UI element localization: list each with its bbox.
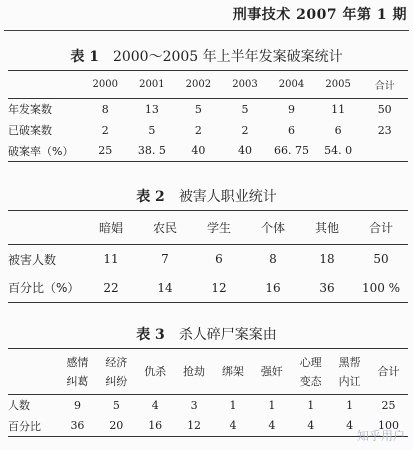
table1-cell: 25	[98, 144, 113, 158]
table2-column-header	[84, 211, 138, 245]
table3-cell: 25	[381, 398, 396, 412]
table2-column-header	[246, 211, 300, 245]
table1-column-header	[175, 71, 222, 99]
table1-column-header	[315, 71, 362, 99]
table3-column-header-text: 强奸	[260, 365, 283, 378]
table3-column-header-text: 仇杀	[144, 365, 167, 378]
table3-column-header	[136, 349, 175, 395]
table2-cell: 100 %	[361, 280, 401, 295]
table3-cell: 1	[268, 398, 276, 412]
table3-row	[8, 395, 408, 416]
table3-column-header	[175, 349, 214, 395]
table1-cell: 38. 5	[137, 144, 166, 158]
table3-column-header	[330, 349, 369, 395]
table3-column-header-text: 心理	[299, 355, 322, 369]
table2-cell: 11	[103, 252, 119, 267]
table3-cell: 4	[346, 419, 354, 433]
table2-cell: 50	[373, 252, 389, 267]
table3-cell: 16	[148, 419, 163, 433]
table1-column-header-text: 合计	[374, 81, 395, 92]
table1-title: 2000～2005 年上半年发案破案统计	[112, 49, 343, 65]
table3-label: 表 3	[136, 327, 165, 343]
table2-header-row	[8, 211, 408, 245]
table3-cell: 5	[112, 398, 120, 412]
table1-cell: 6	[288, 123, 296, 137]
table1-header-row	[8, 71, 408, 99]
running-head: 刑事技术 2007 年第 1 期	[232, 7, 407, 23]
table3-column-header-text: 感情	[66, 355, 89, 369]
table3-cell: 20	[109, 419, 124, 433]
table3-column-header	[369, 349, 408, 395]
table2-caption	[0, 186, 413, 206]
table1-row	[8, 99, 408, 120]
table2-column-header	[300, 211, 354, 245]
table2-cell: 22	[103, 280, 119, 295]
table1-column-header	[222, 71, 269, 99]
table2-column-header-text: 暗娼	[98, 221, 123, 235]
table3-header-row	[8, 349, 408, 395]
table1-cell: 5	[148, 123, 156, 137]
table3-row-label: 人数	[8, 399, 30, 413]
table3-cell: 3	[190, 398, 198, 412]
table3-cell: 1	[346, 398, 354, 412]
table2-cell: 6	[215, 252, 223, 267]
table1-cell: 40	[191, 144, 206, 158]
table2-column-header	[138, 211, 192, 245]
table1-cell: 66. 75	[274, 144, 310, 158]
table1-cell: 5	[241, 102, 249, 116]
table3-caption	[0, 324, 413, 344]
table1-cell: 54. 0	[324, 144, 353, 158]
table2-column-header	[192, 211, 246, 245]
table1-cell	[361, 141, 408, 162]
table3-cell: 4	[229, 419, 237, 433]
table1-row-label: 破案率（%）	[8, 144, 74, 158]
table3-title: 杀人碎尸案案由	[178, 327, 277, 343]
table2-cell: 16	[265, 280, 281, 295]
table3-column-header	[252, 349, 291, 395]
table3-column-header	[97, 349, 136, 395]
table3-column-header	[214, 349, 253, 395]
table1-column-header-text: 2001	[139, 79, 165, 90]
table2-cell: 8	[269, 252, 277, 267]
table3-cell: 36	[70, 419, 85, 433]
table1-cell: 2	[194, 123, 202, 137]
table3-cell: 1	[307, 398, 315, 412]
table2-cell: 12	[211, 280, 227, 295]
table3-column-header-text: 纠纷	[105, 374, 128, 388]
table1-cell: 6	[334, 123, 342, 137]
table3-cell: 9	[73, 398, 81, 412]
table1-cell: 50	[377, 102, 392, 116]
table2-cell: 36	[319, 280, 335, 295]
table3-row	[8, 416, 408, 437]
table3-column-header	[58, 349, 97, 395]
table1-cell: 9	[288, 102, 296, 116]
table3-cell: 1	[229, 398, 237, 412]
table2	[8, 210, 408, 303]
table1-row-label: 年发案数	[8, 103, 52, 117]
table1-column-header	[82, 71, 129, 99]
table2-column-header	[354, 211, 408, 245]
header-rule	[4, 30, 409, 31]
table2-cell: 7	[161, 252, 169, 267]
table1-column-header	[361, 71, 408, 99]
table3-row-label: 百分比	[8, 419, 41, 433]
table3-column-header-text: 变态	[299, 374, 322, 388]
table1-column-header-text: 2003	[232, 79, 258, 90]
table2-cell: 18	[319, 252, 335, 267]
table2-title: 被害人职业统计	[178, 189, 277, 205]
table3-cell: 100	[378, 419, 399, 433]
table3-cell: 4	[307, 419, 315, 433]
table1	[8, 70, 408, 162]
table1-label: 表 1	[70, 49, 99, 65]
table2-column-header-text: 其他	[314, 221, 339, 235]
table2-row-label: 百分比（%）	[8, 281, 80, 296]
table3	[8, 348, 408, 437]
table1-column-header	[129, 71, 176, 99]
table2-cell: 14	[157, 280, 173, 295]
table2-column-header-text: 农民	[152, 221, 177, 235]
table2-column-header-text: 学生	[206, 221, 231, 235]
table3-cell: 12	[187, 419, 202, 433]
table2-row-label: 被害人数	[8, 252, 57, 267]
table2-column-header-text: 合计	[368, 221, 393, 235]
table1-cell: 2	[241, 123, 249, 137]
table1-column-header-text: 2002	[185, 79, 212, 90]
table2-row	[8, 274, 408, 303]
table1-cell: 23	[377, 123, 392, 137]
table1-column-header-text: 2005	[325, 79, 351, 90]
table3-column-header-text: 绑架	[221, 365, 244, 378]
table1-cell: 8	[101, 102, 109, 116]
table3-column-header-text: 合计	[377, 365, 400, 378]
table3-cell: 4	[268, 419, 276, 433]
table1-cell: 13	[144, 102, 159, 116]
table1-row	[8, 141, 408, 162]
table2-label: 表 2	[136, 189, 165, 205]
table2-row	[8, 245, 408, 274]
table1-caption	[0, 46, 413, 66]
table1-column-header-text: 2000	[92, 79, 118, 90]
table3-column-header-text: 经济	[105, 355, 128, 369]
table1-cell: 40	[237, 144, 252, 158]
table3-column-header-text: 纠葛	[66, 374, 89, 388]
table1-cell: 2	[101, 123, 109, 137]
table1-row-label: 已破案数	[8, 124, 52, 137]
table1-column-header-text: 2004	[278, 79, 305, 90]
table3-column-header-text: 内讧	[338, 374, 361, 388]
table1-cell: 5	[194, 102, 202, 116]
table1-column-header	[268, 71, 315, 99]
table3-column-header-text: 黑帮	[338, 355, 361, 369]
watermark: 知乎用户	[356, 429, 405, 443]
table2-column-header-text: 个体	[260, 221, 285, 235]
table3-column-header-text: 抢劫	[183, 365, 206, 378]
table1-cell: 11	[331, 102, 346, 116]
table1-row	[8, 120, 408, 141]
table3-column-header	[291, 349, 330, 395]
table3-cell: 4	[151, 398, 159, 412]
